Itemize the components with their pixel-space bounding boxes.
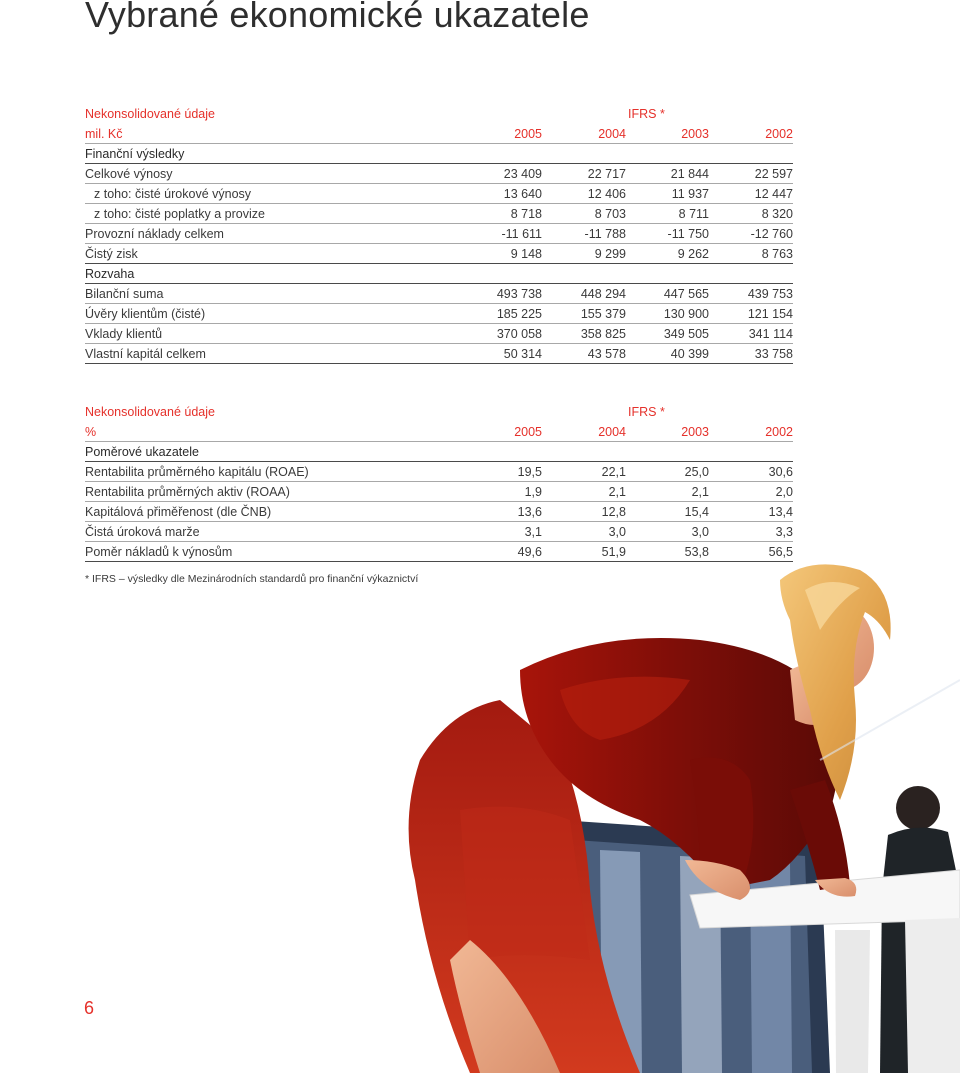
cell-value: 56,5 bbox=[768, 545, 793, 559]
row-label: Úvěry klientům (čisté) bbox=[85, 307, 206, 321]
cell-value: 13,4 bbox=[768, 505, 793, 519]
cell-value: 25,0 bbox=[684, 465, 709, 479]
cell-value: 155 379 bbox=[580, 307, 626, 321]
cell-value: 3,3 bbox=[775, 525, 793, 539]
section-label: Poměrové ukazatele bbox=[85, 445, 199, 459]
cell-value: 439 753 bbox=[747, 287, 793, 301]
cell-value: 40 399 bbox=[670, 347, 709, 361]
cell-value: 2,1 bbox=[691, 485, 709, 499]
cell-value: 15,4 bbox=[684, 505, 709, 519]
table-header-row bbox=[85, 124, 793, 144]
cell-value: 9 299 bbox=[594, 247, 626, 261]
cell-value: 22,1 bbox=[601, 465, 626, 479]
cell-value: 130 900 bbox=[663, 307, 709, 321]
row-label: Čistý zisk bbox=[85, 247, 138, 261]
table-header-row bbox=[85, 422, 793, 442]
cell-value: 8 763 bbox=[761, 247, 793, 261]
cell-value: 33 758 bbox=[754, 347, 793, 361]
year-header: 2002 bbox=[765, 425, 793, 439]
section-label: Rozvaha bbox=[85, 267, 135, 281]
cell-value: 12,8 bbox=[601, 505, 626, 519]
table-row bbox=[85, 482, 793, 502]
table-source-row bbox=[85, 104, 793, 124]
table-row bbox=[85, 462, 793, 482]
cell-value: -11 788 bbox=[584, 227, 626, 241]
section-header-row bbox=[85, 144, 793, 164]
cell-value: 9 148 bbox=[510, 247, 542, 261]
cell-value: 22 597 bbox=[754, 167, 793, 181]
row-label: Kapitálová přiměřenost (dle ČNB) bbox=[85, 505, 272, 519]
row-label: Vlastní kapitál celkem bbox=[85, 347, 206, 361]
cell-value: 3,0 bbox=[608, 525, 626, 539]
row-label: z toho: čisté poplatky a provize bbox=[94, 207, 265, 221]
source-label: Nekonsolidované údaje bbox=[85, 107, 215, 121]
cell-value: 43 578 bbox=[587, 347, 626, 361]
cell-value: 53,8 bbox=[684, 545, 709, 559]
cell-value: 30,6 bbox=[768, 465, 793, 479]
year-header: 2004 bbox=[598, 425, 626, 439]
cell-value: 13,6 bbox=[517, 505, 542, 519]
table-row bbox=[85, 324, 793, 344]
cell-value: 1,9 bbox=[524, 485, 542, 499]
table-body bbox=[85, 442, 793, 562]
cell-value: 2,1 bbox=[608, 485, 626, 499]
page-number: 6 bbox=[84, 998, 95, 1018]
row-label: Provozní náklady celkem bbox=[85, 227, 224, 241]
cell-value: 3,0 bbox=[691, 525, 709, 539]
year-header: 2003 bbox=[681, 425, 709, 439]
section-header-row bbox=[85, 264, 793, 284]
source-label: Nekonsolidované údaje bbox=[85, 405, 215, 419]
table-row bbox=[85, 244, 793, 264]
cell-value: 12 447 bbox=[754, 187, 793, 201]
cell-value: 51,9 bbox=[601, 545, 626, 559]
cell-value: 8 711 bbox=[678, 207, 709, 221]
cell-value: 23 409 bbox=[503, 167, 542, 181]
table-body bbox=[85, 144, 793, 364]
row-label: Rentabilita průměrných aktiv (ROAA) bbox=[85, 485, 290, 499]
footnote: * IFRS – výsledky dle Mezinárodních standardů pro finanční výkaznictví bbox=[85, 573, 419, 585]
row-label: Bilanční suma bbox=[85, 287, 164, 301]
photo-illustration bbox=[0, 560, 960, 1073]
row-label: Rentabilita průměrného kapitálu (ROAE) bbox=[85, 465, 309, 479]
year-header: 2003 bbox=[681, 127, 709, 141]
cell-value: 370 058 bbox=[496, 327, 542, 341]
cell-value: 349 505 bbox=[663, 327, 709, 341]
table-row bbox=[85, 284, 793, 304]
standard-label: IFRS * bbox=[628, 405, 665, 419]
cell-value: 447 565 bbox=[663, 287, 709, 301]
table-row bbox=[85, 542, 793, 562]
table-row bbox=[85, 502, 793, 522]
cell-value: 8 703 bbox=[594, 207, 626, 221]
row-label: Poměr nákladů k výnosům bbox=[85, 545, 233, 559]
table-row bbox=[85, 184, 793, 204]
year-header: 2005 bbox=[514, 127, 542, 141]
section-label: Finanční výsledky bbox=[85, 147, 185, 161]
year-header: 2004 bbox=[598, 127, 626, 141]
cell-value: 11 937 bbox=[671, 187, 709, 201]
cell-value: 121 154 bbox=[747, 307, 793, 321]
cell-value: -11 750 bbox=[667, 227, 709, 241]
year-header: 2002 bbox=[765, 127, 793, 141]
year-header: 2005 bbox=[514, 425, 542, 439]
row-label: z toho: čisté úrokové výnosy bbox=[94, 187, 252, 201]
cell-value: 8 718 bbox=[510, 207, 542, 221]
table-row bbox=[85, 304, 793, 324]
unit-label: mil. Kč bbox=[85, 127, 123, 141]
table-row bbox=[85, 204, 793, 224]
unit-label: % bbox=[85, 425, 97, 439]
table-row bbox=[85, 164, 793, 184]
cell-value: 9 262 bbox=[677, 247, 709, 261]
ratio-table bbox=[85, 402, 793, 562]
cell-value: 493 738 bbox=[496, 287, 542, 301]
table-row bbox=[85, 522, 793, 542]
row-label: Čistá úroková marže bbox=[85, 525, 200, 539]
section-header-row bbox=[85, 442, 793, 462]
cell-value: 19,5 bbox=[517, 465, 542, 479]
cell-value: 358 825 bbox=[580, 327, 626, 341]
row-label: Vklady klientů bbox=[85, 327, 163, 341]
cell-value: 49,6 bbox=[517, 545, 542, 559]
cell-value: 2,0 bbox=[775, 485, 793, 499]
row-label: Celkové výnosy bbox=[85, 167, 173, 181]
page-title: Vybrané ekonomické ukazatele bbox=[85, 0, 590, 35]
table-row bbox=[85, 224, 793, 244]
cell-value: 50 314 bbox=[503, 347, 542, 361]
cell-value: 185 225 bbox=[496, 307, 542, 321]
cell-value: 448 294 bbox=[580, 287, 626, 301]
cell-value: 21 844 bbox=[670, 167, 709, 181]
cell-value: 341 114 bbox=[748, 327, 793, 341]
standard-label: IFRS * bbox=[628, 107, 665, 121]
cell-value: 3,1 bbox=[524, 525, 542, 539]
cell-value: -12 760 bbox=[750, 227, 793, 241]
cell-value: 13 640 bbox=[503, 187, 542, 201]
table-source-row bbox=[85, 402, 793, 422]
cell-value: 12 406 bbox=[587, 187, 626, 201]
financial-table bbox=[85, 104, 793, 364]
cell-value: -11 611 bbox=[501, 227, 542, 241]
table-row bbox=[85, 344, 793, 364]
cell-value: 22 717 bbox=[587, 167, 626, 181]
cell-value: 8 320 bbox=[761, 207, 793, 221]
